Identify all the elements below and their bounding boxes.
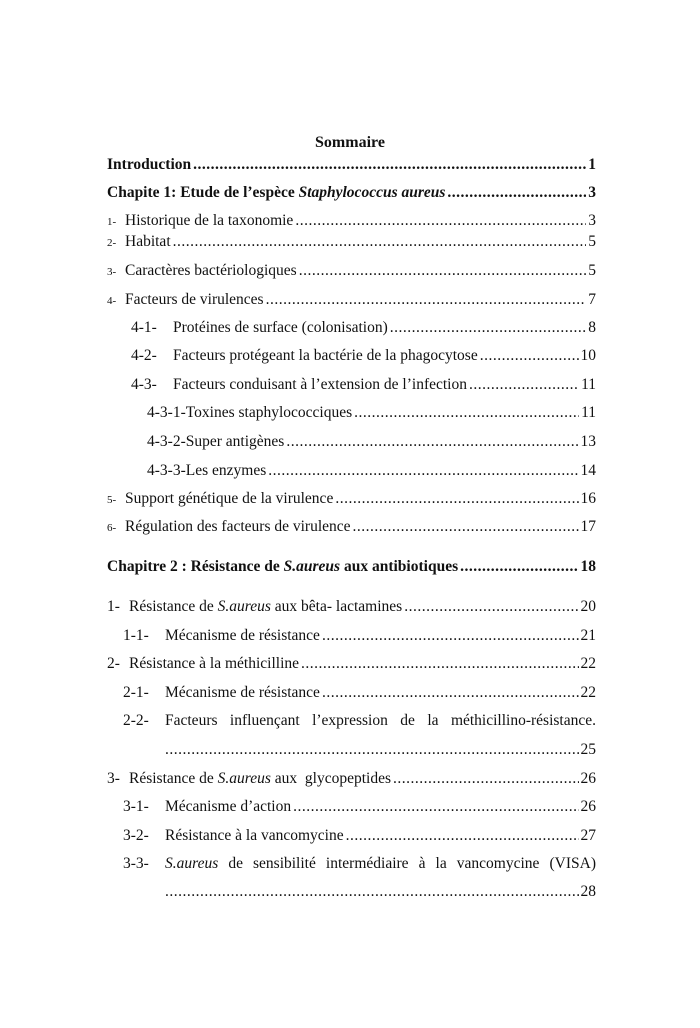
toc-entry: 2-1- Mécanisme de résistance ..... 22 — [123, 683, 596, 703]
toc-entry: 1- Historique de la taxonomie ..... 3 — [107, 211, 596, 232]
toc-entry: 3- Résistance de S.aureus aux glycopeptides ..... 26 — [107, 769, 596, 789]
toc-entry: 1- Résistance de S.aureus aux bêta- lactamines ..... 20 — [107, 597, 596, 617]
toc-entry: 4-3-1- Toxines staphylococciques ..... 11 — [147, 403, 596, 423]
toc-entry: 4-3-2- Super antigènes ..... 13 — [147, 432, 596, 452]
toc-entry: 2- Habitat ..... 5 — [107, 232, 596, 253]
page-title: Sommaire — [315, 134, 385, 151]
toc-entry-chapter-1: Chapite 1: Etude de l’espèce Staphylococcus aureus ..... 3 — [107, 183, 596, 203]
toc-entry: 3-1- Mécanisme d’action ..... 26 — [123, 797, 596, 817]
toc-entry: 2-2- Facteurs influençant l’expression de la méthicillino-résistance. — [123, 712, 596, 729]
toc-entry-continuation: ..... 25 — [165, 740, 596, 760]
toc-entry: 3-2- Résistance à la vancomycine ..... 27 — [123, 826, 596, 846]
toc-entry: 4-2- Facteurs protégeant la bactérie de la phagocytose ..... 10 — [131, 346, 596, 366]
toc-entry: 3- Caractères bactériologiques ..... 5 — [107, 261, 596, 282]
toc-entry: 1-1- Mécanisme de résistance ..... 21 — [123, 626, 596, 646]
toc-entry: 3-3- S.aureus de sensibilité intermédiaire à la vancomycine (VISA) — [123, 855, 596, 872]
toc-entry: 4-3- Facteurs conduisant à l’extension de l’infection ..... 11 — [131, 375, 596, 395]
toc-entry: 4- Facteurs de virulences ..... 7 — [107, 290, 596, 311]
toc-entry-chapter-2: Chapitre 2 : Résistance de S.aureus aux antibiotiques ..... 18 — [107, 557, 596, 577]
toc-entry: 4-3-3- Les enzymes ..... 14 — [147, 461, 596, 481]
toc-entry: 5- Support génétique de la virulence ..... 16 — [107, 489, 596, 510]
toc-entry: 2- Résistance à la méthicilline ..... 22 — [107, 654, 596, 674]
toc-entry-continuation: ..... 28 — [165, 882, 596, 902]
toc-entry-introduction: Introduction ..... 1 — [107, 155, 596, 175]
toc-entry: 6- Régulation des facteurs de virulence ..... 17 — [107, 517, 596, 538]
toc-entry: 4-1- Protéines de surface (colonisation) ..... 8 — [131, 318, 596, 338]
